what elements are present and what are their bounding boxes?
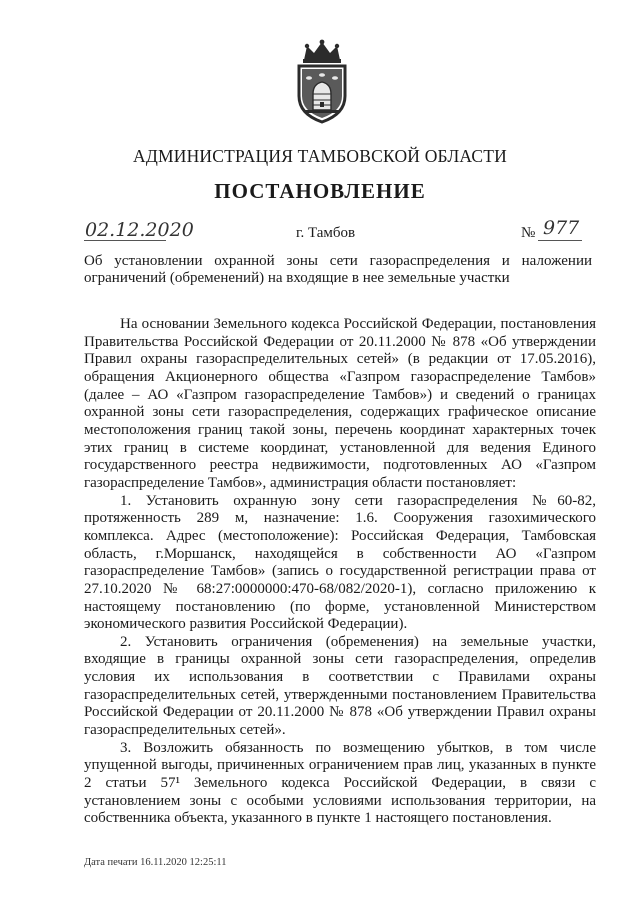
document-subject: Об установлении охранной зоны сети газораспределения и наложении ограничений (обременений) на входящие в нее земельные участки xyxy=(84,253,592,286)
document-number-label: № xyxy=(521,225,536,241)
date-underline xyxy=(84,240,166,241)
clause-paragraph-3: 3. Возложить обязанность по возмещению убытков, в том числе упущенной выгоды, причиненных ограничением прав лиц, указанных в пункте 2 статьи 57¹ Земельного кодекса Российской Федерации, в связи с установлением зоны с особыми условиями использования территории, на собственника объекта, указанного в пункте 1 настоящего постановления. xyxy=(84,739,596,827)
print-date-footer: Дата печати 16.11.2020 12:25:11 xyxy=(84,857,227,868)
document-date: 02.12.2020 xyxy=(85,219,194,241)
document-type-title: ПОСТАНОВЛЕНИЕ xyxy=(214,179,426,203)
number-underline xyxy=(538,240,582,241)
document-number: 977 xyxy=(543,217,580,239)
document-city: г. Тамбов xyxy=(296,225,356,241)
organization-name: АДМИНИСТРАЦИЯ ТАМБОВСКОЙ ОБЛАСТИ xyxy=(133,146,507,166)
clause-paragraph-2: 2. Установить ограничения (обременения) на земельные участки, входящие в границы охранной зоны сети газораспределения, определив условия их использования в соответствии с Правилами охраны газораспределительных сетей, утвержденными постановлением Правительства Российской Федерации от 20.11.2000 № 878 «Об утверждении Правил охраны газораспределительных сетей». xyxy=(84,633,596,739)
document-body xyxy=(84,316,596,828)
tambov-coat-of-arms-icon xyxy=(291,38,353,124)
preamble-paragraph: На основании Земельного кодекса Российской Федерации, постановления Правительства Российской Федерации от 20.11.2000 № 878 «Об утверждении Правил охраны газораспределительных сетей» (в редакции от 17.05.2016), обращения Акционерного общества «Газпром газораспределение Тамбов» (далее – АО «Газпром газораспределение Тамбов») и сведений о границах охранной зоны сети газораспределения, содержащих графическое описание местоположения границ такой зоны, перечень координат характерных точек этих границ в системе координат, установленной для ведения Единого государственного реестра недвижимости, подготовленных АО «Газпром газораспределение Тамбов», администрация области постановляет: xyxy=(84,316,596,491)
clause-paragraph-1: 1. Установить охранную зону сети газораспределения №60-82, протяженность 289 м, назначение: 1.6. Сооружения газохимического комплекса. Адрес (местоположение): Российская Федерация, Тамбовская область, г.Моршанск, находящейся в собственности АО «Газпром газораспределение Тамбов» (запись о государственной регистрации права от 27.10.2020 № 68:27:0000000:470-68/082/2020-1), согласно приложению к настоящему постановлению (по форме, установленной Министерством экономического развития Российской Федерации). xyxy=(84,492,596,633)
